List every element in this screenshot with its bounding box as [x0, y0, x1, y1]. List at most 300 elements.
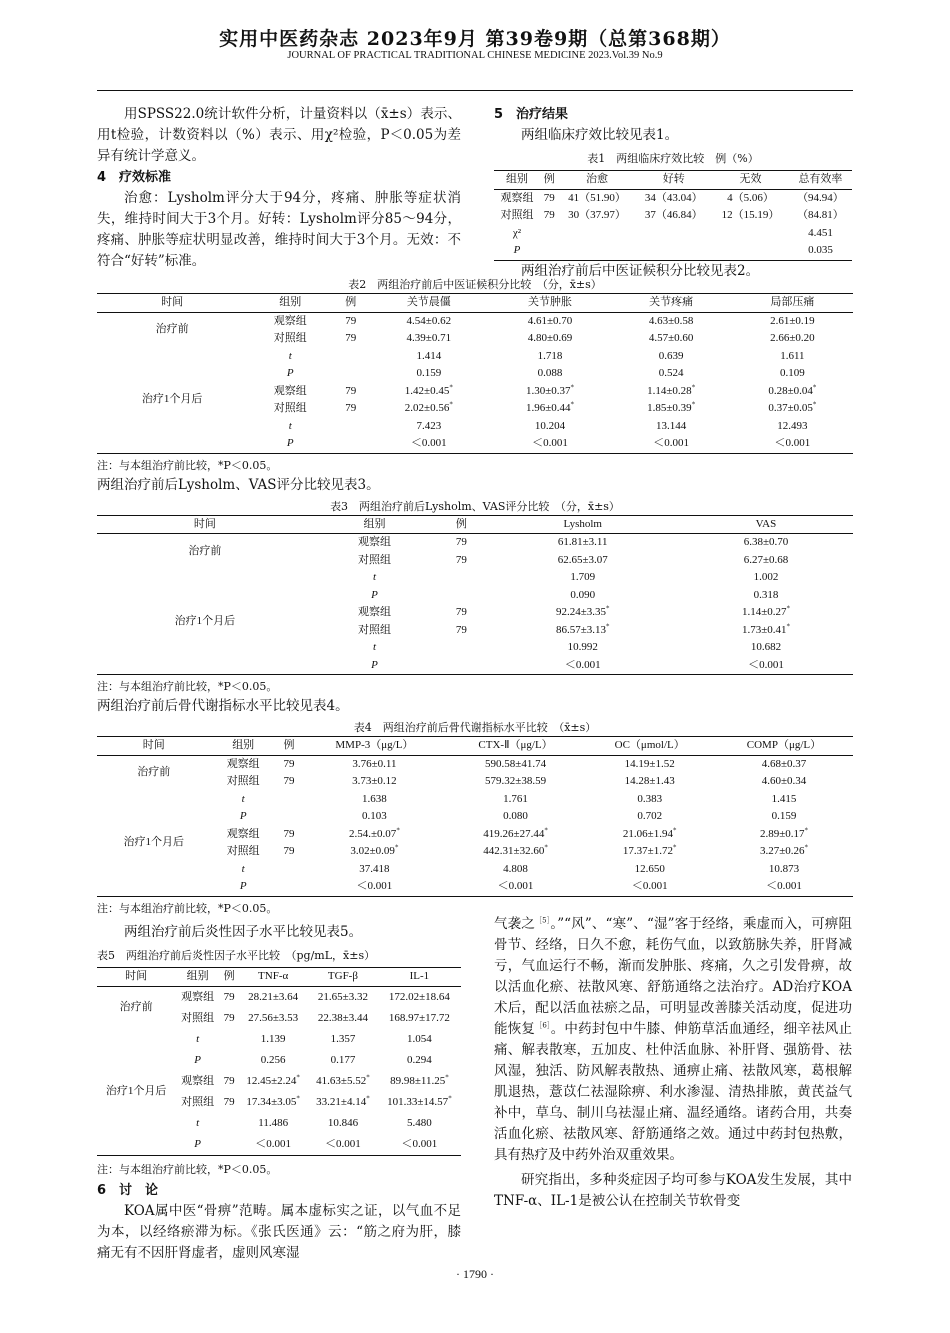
table-cell: ＜0.001 — [238, 1134, 308, 1156]
table-cell: 3.73±0.12 — [352, 775, 397, 787]
table-cell: t — [288, 349, 292, 362]
table-cell: 1.002 — [753, 571, 779, 583]
table-row — [97, 878, 853, 896]
table-row — [97, 604, 853, 622]
table-cell: 0.080 — [503, 810, 528, 822]
table-cell: 观察组 — [181, 990, 215, 1003]
table-cell: 579.32±38.59 — [485, 775, 547, 787]
table-cell: 7.423 — [416, 419, 442, 432]
table-cell: 12.45±2.24* — [246, 1072, 300, 1087]
citation-5: ［5］ — [534, 916, 551, 925]
table-row — [97, 1071, 461, 1092]
table-cell: 79 — [283, 827, 295, 840]
table-header-row — [97, 294, 853, 313]
time-cell: 治疗1个月后 — [123, 836, 185, 849]
table-cell: 3.02±0.09* — [350, 843, 399, 857]
table-cell — [97, 808, 211, 826]
table-header-cell: 例 — [540, 171, 559, 190]
table-cell: 4（5.06） — [727, 191, 774, 204]
table-cell — [559, 225, 636, 243]
right-bottom-column — [494, 914, 852, 1212]
table-cell: t — [288, 419, 292, 432]
discussion-text-b: 。”“风”、“寒”、“湿”客于经络，乘虚而入，可痹阻骨节、经络，日久不愈，耗伤气血，以致筋脉失养，肝肾减亏，气血运行不畅，渐而发肿胀、疼痛，久之引发骨痹，故以活血化瘀、祛散风寒、舒筋通络之法治疗。AD治疗KOA术后，配以活血祛瘀之品，可明显改善膝关活动度，促进功能恢复 — [494, 916, 852, 1037]
table-header-cell: 时间 — [97, 968, 175, 987]
table-row — [494, 189, 852, 207]
table-cell: 1.357 — [330, 1032, 356, 1045]
table-cell: 1.415 — [771, 792, 797, 805]
table-row — [97, 435, 853, 453]
table2-block — [97, 274, 853, 916]
section-6-title: 6 讨 论 — [97, 1182, 159, 1198]
table-cell: t — [241, 792, 245, 805]
table-cell: ＜0.001 — [679, 657, 853, 675]
table-cell — [220, 1050, 238, 1071]
time-cell: 治疗1个月后 — [141, 393, 203, 406]
journal-title-en: JOURNAL OF PRACTICAL TRADITIONAL CHINESE MEDICINE 2023.Vol.39 No.9 — [287, 50, 663, 61]
table-header-cell: COMP（μg/L） — [715, 737, 853, 756]
discussion-text-a: 气袭之 — [494, 916, 535, 932]
table-cell: 17.34±3.05* — [246, 1093, 300, 1108]
table-cell: ＜0.001 — [715, 878, 853, 896]
table-cell: 79 — [543, 191, 555, 204]
right-top-column — [494, 104, 852, 282]
table-cell: t — [372, 571, 377, 583]
table-cell: 37（46.84） — [644, 209, 703, 221]
table-header-row — [97, 968, 461, 987]
table-header-cell: 总有效率 — [789, 171, 852, 190]
table-cell: 10.204 — [534, 419, 566, 432]
table-cell — [333, 435, 368, 453]
table-cell: 419.26±27.44* — [483, 825, 548, 840]
table-cell: ＜0.001 — [302, 878, 446, 896]
table2-intro: 两组治疗前后中医证候积分比较见表2。 — [521, 262, 760, 279]
table5-caption: 表5 两组治疗前后炎性因子水平比较 （pg/mL，x̄±s） — [97, 949, 376, 962]
table-cell: 12.493 — [777, 419, 808, 432]
table-cell: 1.14±0.27* — [741, 604, 790, 618]
table-cell: 10.873 — [768, 862, 800, 875]
table-cell: 0.090 — [570, 588, 596, 601]
table-header-cell: 组别 — [175, 968, 220, 987]
table-cell — [97, 435, 247, 453]
time-cell: 治疗前 — [188, 544, 222, 557]
table-cell: 168.97±17.72 — [388, 1011, 450, 1024]
table-header-cell: OC（μmol/L） — [584, 737, 714, 756]
table-cell: 79 — [455, 606, 467, 618]
table-row — [97, 861, 853, 879]
table-cell: 2.02±0.56* — [404, 400, 453, 414]
table-cell: 0.177 — [330, 1053, 356, 1066]
table-header-cell: 时间 — [97, 515, 313, 534]
left-top-column — [97, 104, 461, 272]
table-cell: 79 — [543, 209, 555, 221]
table-cell: P — [247, 435, 333, 453]
table-cell — [220, 1113, 238, 1134]
table-cell — [97, 1134, 175, 1156]
table-cell: ＜0.001 — [584, 878, 714, 896]
table-header-cell: 关节晨僵 — [368, 294, 489, 313]
table-cell — [276, 808, 302, 826]
table5-intro: 两组治疗前后炎性因子水平比较见表5。 — [124, 924, 363, 940]
table-cell: 0.37±0.05* — [768, 400, 817, 414]
table-header-cell: 时间 — [97, 294, 247, 313]
table-cell: 0.383 — [637, 792, 663, 805]
table-cell: 2.54.±0.07* — [349, 825, 400, 840]
table-cell: t — [241, 862, 245, 875]
table-cell: 1.054 — [407, 1032, 432, 1045]
table-cell: 27.56±3.53 — [248, 1011, 299, 1024]
table-cell — [712, 242, 789, 260]
table-cell: 10.846 — [327, 1116, 359, 1129]
time-cell: 治疗前 — [155, 323, 189, 336]
table-cell — [97, 861, 211, 879]
table-cell: ＜0.001 — [308, 1134, 378, 1156]
table-cell — [635, 225, 712, 243]
table-header-cell: 时间 — [97, 737, 211, 756]
table-cell: 对照组 — [273, 332, 307, 344]
time-cell: 治疗前 — [119, 1000, 153, 1013]
table-cell: 10.992 — [567, 641, 598, 653]
table-header-cell: CTX-Ⅱ（μg/L） — [447, 737, 585, 756]
table-cell — [220, 1029, 238, 1050]
table-row — [494, 207, 852, 225]
table-cell: 2.61±0.19 — [770, 314, 815, 327]
table-row — [97, 808, 853, 826]
table-cell — [333, 348, 368, 366]
table-header-cell: MMP-3（μg/L） — [302, 737, 446, 756]
section-4-title: 4 疗效标准 — [97, 170, 172, 185]
table-cell: 0.702 — [637, 810, 663, 822]
table-cell: 观察组 — [181, 1074, 215, 1087]
table-header-row — [97, 737, 853, 756]
table-cell: 22.38±3.44 — [317, 1011, 368, 1024]
table-cell: 1.709 — [570, 571, 596, 583]
table-cell — [712, 225, 789, 243]
table-cell — [220, 1134, 238, 1156]
table-row — [97, 348, 853, 366]
table-cell: 1.611 — [780, 349, 805, 362]
table-cell: 12（15.19） — [721, 209, 780, 221]
table-row — [97, 791, 853, 809]
table-cell — [436, 639, 486, 657]
table-cell: P — [194, 1053, 202, 1066]
table-cell: 1.718 — [537, 349, 563, 362]
table-row — [97, 312, 853, 330]
table-cell: 2.66±0.20 — [770, 332, 815, 344]
table-header-cell: Lysholm — [487, 515, 679, 534]
table-row — [494, 225, 852, 243]
table-cell: 1.96±0.44* — [525, 400, 575, 414]
table-cell — [276, 861, 302, 879]
table-cell: 观察组 — [358, 536, 391, 548]
table-cell: 观察组 — [273, 384, 307, 397]
table-cell: 13.144 — [656, 419, 687, 432]
table2-note: 注：与本组治疗前比较，*P＜0.05。 — [97, 458, 278, 472]
journal-title-cn: 实用中医药杂志 2023年9月 第39卷9期（总第368期） — [219, 28, 731, 50]
table-cell: 1.85±0.39* — [647, 400, 696, 414]
table-cell — [436, 587, 486, 605]
table3 — [97, 515, 853, 676]
table-cell: 0.639 — [658, 349, 684, 362]
table-cell: 1.638 — [362, 792, 387, 805]
table-cell: 0.256 — [260, 1053, 286, 1066]
table-row — [97, 587, 853, 605]
table-cell: 对照组 — [358, 553, 391, 566]
table-cell: 79 — [345, 384, 357, 397]
table-cell: 3.76±0.11 — [352, 757, 397, 770]
table-cell: P — [211, 878, 276, 896]
table-cell: 62.65±3.07 — [557, 553, 608, 566]
table-cell — [333, 418, 368, 436]
table-header-cell: 例 — [276, 737, 302, 756]
table-row — [97, 383, 853, 401]
table-cell: （84.81） — [797, 209, 844, 221]
table-cell: 79 — [223, 1095, 235, 1108]
table-cell: 对照组 — [500, 209, 534, 221]
table-cell: 14.19±1.52 — [624, 757, 675, 770]
table-cell: 1.30±0.37* — [525, 382, 575, 397]
table-header-cell: 例 — [220, 968, 238, 987]
table-cell: 30（37.97） — [568, 209, 626, 221]
table-cell: 0.28±0.04* — [768, 382, 817, 397]
table-row — [97, 1050, 461, 1071]
table-cell: 0.159 — [416, 367, 442, 379]
table-cell: 5.480 — [407, 1116, 432, 1129]
table-cell: 79 — [345, 402, 357, 414]
table-cell — [436, 657, 486, 675]
table-cell — [559, 242, 636, 260]
table-cell — [97, 878, 211, 896]
table-row — [97, 773, 853, 791]
table-cell: 3.27±0.26* — [759, 843, 808, 857]
table-cell: 41（51.90） — [568, 191, 626, 204]
discussion-paragraph-1: KOA属中医“骨痹”范畴。属本虚标实之证，以气血不足为本，以经络瘀滞为标。《张氏医通》云：“筋之府为肝，膝痛无有不因肝肾虚者，虚则风寒湿 — [97, 1202, 461, 1261]
table-row — [97, 1029, 461, 1050]
efficacy-criteria-paragraph: 治愈：Lysholm评分大于94分，疼痛、肿胀等症状消失，维持时间大于3个月。好转：Lysholm评分85～94分，疼痛、肿胀等症状明显改善，维持时间大于3个月。无效：不符合“好转”标准。 — [97, 190, 461, 269]
table-cell: P — [371, 588, 378, 601]
table-cell: 28.21±3.64 — [248, 990, 299, 1003]
table-cell: P — [494, 242, 540, 260]
section-5-title: 5 治疗结果 — [494, 107, 569, 122]
table-cell: 1.14±0.28* — [647, 382, 696, 397]
table3-note: 注：与本组治疗前比较，*P＜0.05。 — [97, 680, 278, 693]
table-cell: 观察组 — [226, 827, 260, 840]
table-cell: 6.27±0.68 — [743, 553, 789, 566]
table-cell: 4.451 — [808, 226, 833, 239]
table-cell — [97, 1050, 175, 1071]
table1-caption: 表1 两组临床疗效比较 例（%） — [587, 152, 759, 165]
table-header-row — [494, 171, 852, 190]
page-number: · 1790 · — [456, 1267, 494, 1281]
table-cell: 1.414 — [416, 349, 442, 362]
table-cell: 37.418 — [359, 862, 390, 875]
table-header-cell: TGF-β — [308, 968, 378, 987]
time-cell: 治疗前 — [137, 766, 171, 779]
table-cell: ＜0.001 — [487, 657, 679, 675]
table-header-cell: 组别 — [494, 171, 540, 190]
table-cell: 4.80±0.69 — [527, 332, 573, 344]
table-header-cell: 关节肿胀 — [489, 294, 610, 313]
table-cell: ＜0.001 — [732, 435, 853, 453]
table-cell: ＜0.001 — [489, 435, 610, 453]
table-cell: 21.65±3.32 — [317, 990, 368, 1003]
table-cell: 79 — [223, 1074, 235, 1087]
table-cell — [97, 365, 247, 383]
table-row — [97, 418, 853, 436]
discussion-paragraph-2 — [494, 914, 852, 1166]
table4-caption: 表4 两组治疗前后骨代谢指标水平比较 （x̄±s） — [353, 721, 597, 734]
table-cell: 0.103 — [362, 810, 387, 822]
table4-intro: 两组治疗前后骨代谢指标水平比较见表4。 — [97, 698, 349, 714]
table-cell: P — [239, 810, 247, 822]
table-header-cell: 组别 — [313, 515, 437, 534]
table-cell: 92.24±3.35* — [555, 604, 610, 618]
table-cell: 17.37±1.72* — [622, 843, 677, 857]
table1-intro: 两组临床疗效比较见表1。 — [521, 127, 679, 143]
table-header-cell: TNF-α — [238, 968, 308, 987]
table-header-cell: 组别 — [211, 737, 276, 756]
table-row — [97, 986, 461, 1008]
table-header-cell: 无效 — [712, 171, 789, 190]
table-cell — [540, 242, 559, 260]
stats-paragraph: 用SPSS22.0统计软件分析，计量资料以（x̄±s）表示、用t检验，计数资料以（%）表示、用χ²检验，P＜0.05为差异有统计学意义。 — [97, 106, 461, 164]
table-cell: 79 — [223, 990, 235, 1003]
table-cell: 79 — [455, 623, 467, 636]
table-cell: 86.57±3.13* — [555, 621, 610, 636]
table-cell: 观察组 — [500, 191, 534, 204]
table-cell: 对照组 — [273, 402, 307, 414]
table-header-cell: 治愈 — [559, 171, 636, 190]
table5-note: 注：与本组治疗前比较，*P＜0.05。 — [97, 1162, 278, 1176]
table-cell: χ² — [512, 226, 522, 239]
table4 — [97, 736, 853, 897]
table-cell: 4.60±0.34 — [761, 775, 807, 787]
table-cell: P — [313, 657, 437, 675]
table-cell — [97, 418, 247, 436]
table-cell: 4.808 — [503, 862, 528, 875]
table-cell — [97, 587, 313, 605]
table-cell — [97, 569, 313, 587]
table-cell: 0.318 — [753, 588, 779, 601]
table-cell: 21.06±1.94* — [622, 825, 677, 840]
table-cell: 0.294 — [407, 1053, 432, 1066]
table-cell: 34（43.04） — [644, 191, 703, 204]
table-cell: 1.761 — [503, 792, 528, 805]
table-cell: 101.33±14.57* — [387, 1093, 452, 1108]
citation-6: ［6］ — [535, 1021, 551, 1030]
table-cell: 对照组 — [358, 623, 391, 636]
table-cell: 观察组 — [226, 757, 260, 770]
table-cell: 12.650 — [634, 862, 665, 875]
table-cell — [97, 1029, 175, 1050]
table-header-cell: 关节疼痛 — [611, 294, 732, 313]
table-header-cell: 好转 — [635, 171, 712, 190]
table-cell — [97, 1113, 175, 1134]
table-cell: 79 — [283, 775, 295, 787]
table-cell: 0.088 — [537, 367, 563, 379]
header-rule — [97, 90, 853, 91]
table-cell: 590.58±41.74 — [485, 757, 547, 770]
table-header-cell: 组别 — [247, 294, 333, 313]
table-row — [97, 365, 853, 383]
table3-caption: 表3 两组治疗前后Lysholm、VAS评分比较 （分，x̄±s） — [330, 499, 620, 513]
table-cell: 33.21±4.14* — [316, 1093, 370, 1108]
table-cell: ＜0.001 — [378, 1134, 461, 1156]
table4-note: 注：与本组治疗前比较，*P＜0.05。 — [97, 901, 278, 915]
table-cell: t — [196, 1116, 200, 1129]
table-header-cell: 局部压痛 — [732, 294, 853, 313]
table-row — [97, 1113, 461, 1134]
table-cell: 79 — [283, 845, 295, 857]
table-cell: 4.39±0.71 — [406, 332, 452, 344]
table-header-cell: 例 — [333, 294, 368, 313]
table-cell: 1.73±0.41* — [741, 621, 790, 636]
table-cell — [436, 569, 486, 587]
discussion-paragraph-3: 研究指出，多种炎症因子均可参与KOA发生发展，其中TNF-α、IL-1是被公认在控制关节软骨变 — [494, 1172, 852, 1209]
table-cell: 79 — [455, 553, 467, 566]
table-row — [494, 242, 852, 260]
table-cell: （94.94） — [797, 191, 844, 204]
table-cell: 79 — [223, 1011, 235, 1024]
table-cell: 4.61±0.70 — [527, 314, 573, 327]
table-cell: 172.02±18.64 — [388, 990, 450, 1003]
table-cell: P — [175, 1134, 220, 1156]
table-cell: 79 — [345, 332, 357, 344]
table-header-cell: VAS — [679, 515, 853, 534]
table-cell — [333, 365, 368, 383]
table-cell: ＜0.001 — [447, 878, 585, 896]
table5 — [97, 967, 461, 1156]
table-cell: 0.109 — [780, 367, 805, 379]
table-cell: 4.68±0.37 — [761, 757, 807, 770]
table2 — [97, 293, 853, 454]
table-row — [97, 843, 853, 861]
left-bottom-column — [97, 922, 461, 1264]
table-header-row — [97, 515, 853, 534]
table-cell: 观察组 — [273, 314, 307, 327]
table-cell: 79 — [345, 314, 357, 327]
table-cell: 0.159 — [771, 810, 797, 822]
table-header-cell: IL-1 — [378, 968, 461, 987]
table-cell: 0.035 — [789, 242, 852, 260]
table-cell: ＜0.001 — [611, 435, 732, 453]
table-cell: ＜0.001 — [368, 435, 489, 453]
table-cell — [276, 878, 302, 896]
table-cell: 对照组 — [226, 775, 260, 787]
table-row — [97, 826, 853, 844]
table-cell — [97, 639, 313, 657]
table-cell: 442.31±32.60* — [483, 843, 548, 857]
table-cell: 89.98±11.25* — [390, 1072, 449, 1087]
table-cell: 观察组 — [358, 606, 391, 618]
table-cell: 0.524 — [658, 367, 684, 379]
table-cell: 4.57±0.60 — [648, 332, 694, 344]
table-cell: 6.38±0.70 — [743, 536, 789, 548]
table-cell: 1.42±0.45* — [404, 382, 453, 397]
table1 — [494, 170, 852, 261]
table2-caption: 表2 两组治疗前后中医证候积分比较 （分，x̄±s） — [348, 278, 602, 291]
time-cell: 治疗1个月后 — [174, 614, 236, 627]
table-cell — [540, 225, 559, 243]
table-cell: 10.682 — [750, 641, 782, 653]
table-cell: t — [196, 1032, 200, 1045]
table-cell: 对照组 — [226, 845, 260, 857]
table-cell: t — [372, 641, 377, 653]
table-header-cell: 例 — [436, 515, 486, 534]
table-cell: 1.139 — [260, 1032, 286, 1045]
table-cell: 79 — [283, 757, 295, 770]
table-row — [97, 1134, 461, 1156]
table-cell: P — [286, 367, 294, 379]
